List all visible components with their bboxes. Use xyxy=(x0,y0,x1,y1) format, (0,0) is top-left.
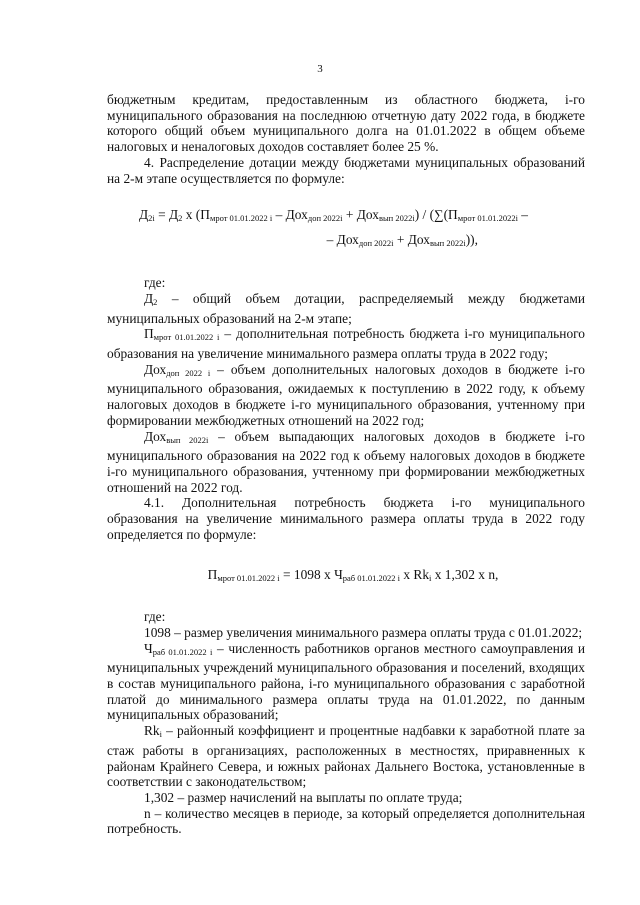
paragraph-4: 4. Распределение дотации между бюджетами муниципальных образований на 2-м этапе осуществляется по формуле: xyxy=(107,154,585,186)
definition-dohvyp: Дох$_{вып 2022i}$ – объем выпадающих налоговых доходов в бюджете i-го муниципального образования на 2022 год к объему налоговых доходов в бюджете i-го муниципального образования, учтенному при формировании межбюджетных отношений на 2022 год. xyxy=(107,428,586,495)
formula-line-1: $Д_{2i} = Д_2$ x $(П_{мрот 01.01.2022 i} - Дох_{доп 2022i} + Дох_{вып 2022i}) / (\sum(П_{мрот 01.01.2022i}$ – xyxy=(139,207,528,224)
formula-line-2: – Дох$_{доп 2022i}$ + Дох$_{вып 2022i}$)), xyxy=(326,232,478,249)
definition-d2: $Д_2$ – общий объем дотации, распределяемый между бюджетами муниципальных образований на 2-м этапе; xyxy=(107,290,585,326)
paragraph-intro: бюджетным кредитам, предоставленным из областного бюджета, i-го муниципального образования на последнюю отчетную дату 2022 года, в бюджете которого общий объем муниципального долга на 01.01.2022 в общем объеме налоговых и неналоговых доходов составляет более 25 %. xyxy=(107,92,585,155)
definition-n: n – количество месяцев в периоде, за который определяется дополнительная потребность. xyxy=(107,805,585,837)
definition-chrab: $Ч_{раб 01.01.2022 i}$ – численность работников органов местного самоуправления и муниципальных учреждений муниципального образования и поселений, входящих в состав муниципального района, i-го муниципального образования с заработной платой до минимального размера оплаты труда на 01.01.2022, по данным муниципальных образований; xyxy=(107,640,585,723)
definition-dohdop: Дох$_{доп 2022 i}$ – объем дополнительных налоговых доходов в бюджете i-го муниципального образования, ожидаемых к поступлению в 2022 году, к объему налоговых доходов в бюджете i-го муниципального образования, учтенному при формировании межбюджетных отношений на 2022 год; xyxy=(107,361,585,428)
definition-pmrot: $П_{мрот 01.01.2022 i}$ – дополнительная потребность бюджета i-го муниципального образования на увеличение минимального размера оплаты труда в 2022 году; xyxy=(107,326,585,362)
definition-1302: 1,302 – размер начислений на выплаты по оплате труда; xyxy=(144,789,463,805)
paragraph-4-1: 4.1. Дополнительная потребность бюджета i-го муниципального образования на увеличение минимального размера оплаты труда в 2022 году определяется по формуле: xyxy=(107,495,585,542)
document-body xyxy=(107,92,585,837)
definition-rk: $Rk_i$ – районный коэффициент и процентные надбавки к заработной плате за стаж работы в организациях, расположенных в местностях, приравненных к районам Крайнего Севера, и южных районах Дальнего Востока, установленные в соответствии с законодательством; xyxy=(107,723,585,790)
where-label-2: где: xyxy=(144,609,166,625)
formula-mrot-need: $П_{мрот 01.01.2022 i} = 1098$ x $Ч_{раб 01.01.2022 i}$ x $Rk_i$ x 1,302 x n, xyxy=(207,567,499,584)
where-label-1: где: xyxy=(144,275,166,291)
definition-1098: 1098 – размер увеличения минимального размера оплаты труда с 01.01.2022; xyxy=(144,624,583,640)
page-number: 3 xyxy=(317,63,323,75)
formula-subsidy-distribution xyxy=(107,204,585,254)
